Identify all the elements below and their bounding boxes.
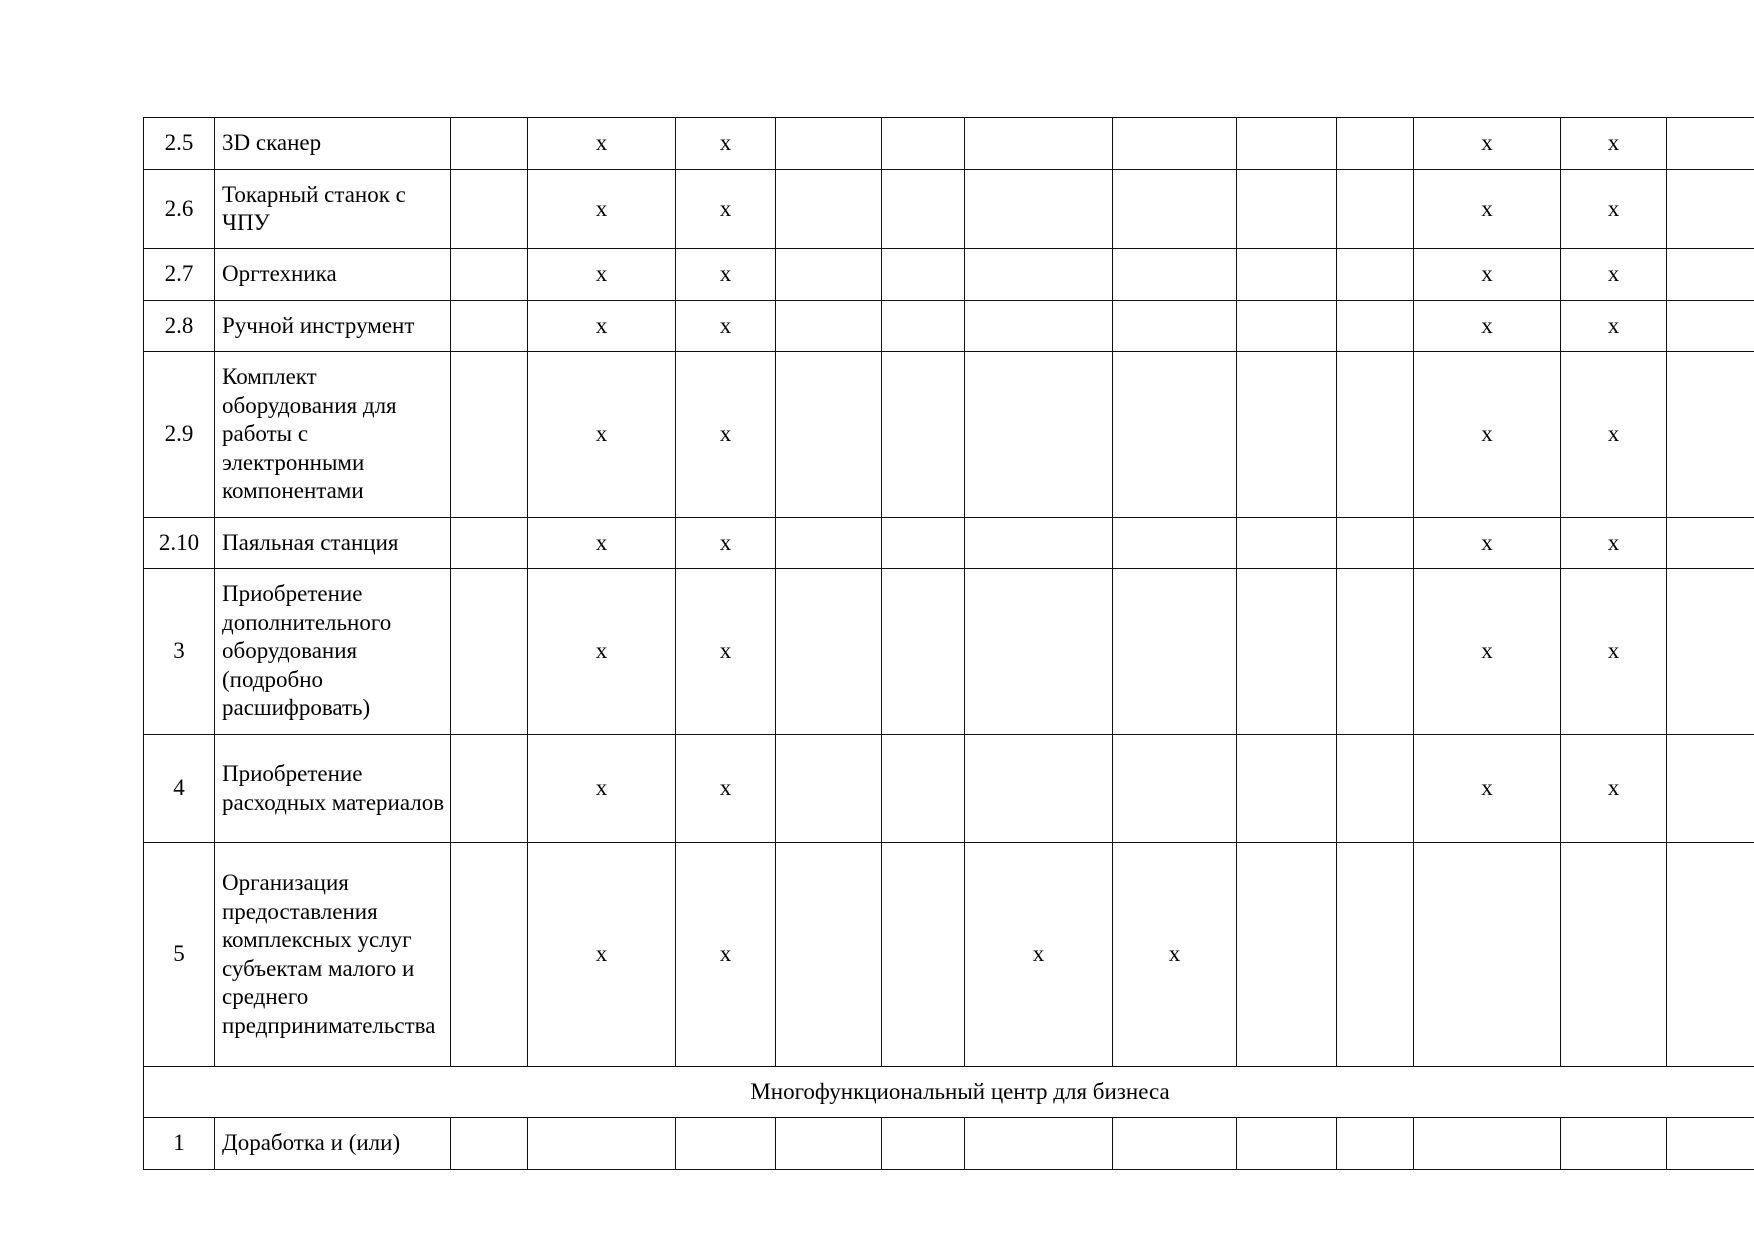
empty-cell (1561, 1118, 1667, 1170)
row-number: 2.5 (144, 118, 215, 170)
mark-cell-x: x (1561, 249, 1667, 301)
empty-cell (1337, 1118, 1414, 1170)
mark-cell-x: x (528, 118, 676, 170)
empty-cell (1113, 1118, 1237, 1170)
mark-cell-x: x (528, 301, 676, 352)
empty-cell (451, 843, 528, 1067)
empty-cell (1237, 518, 1337, 569)
empty-cell (882, 249, 965, 301)
empty-cell (776, 735, 882, 843)
table-row (144, 843, 1754, 1067)
empty-cell (1667, 170, 1754, 249)
empty-cell (1337, 569, 1414, 735)
mark-cell-x: x (1561, 352, 1667, 518)
empty-cell (1337, 735, 1414, 843)
empty-cell (965, 518, 1113, 569)
empty-cell (1237, 170, 1337, 249)
empty-cell (1113, 352, 1237, 518)
empty-cell (965, 301, 1113, 352)
empty-cell (776, 352, 882, 518)
table-row (144, 170, 1754, 249)
mark-cell-x: x (528, 249, 676, 301)
table-row (144, 735, 1754, 843)
empty-cell (1337, 518, 1414, 569)
table-row (144, 301, 1754, 352)
empty-cell (882, 170, 965, 249)
empty-cell (882, 118, 965, 170)
empty-cell (1237, 352, 1337, 518)
empty-cell (1237, 735, 1337, 843)
section-title: Многофункциональный центр для бизнеса (144, 1067, 1754, 1118)
row-number: 2.6 (144, 170, 215, 249)
row-name: Приобретение дополнительного оборудования (подробно расшифровать) (215, 569, 451, 735)
mark-cell-x: x (965, 843, 1113, 1067)
empty-cell (1667, 301, 1754, 352)
empty-cell (1667, 249, 1754, 301)
row-name: Организация предоставления комплексных услуг субъектам малого и среднего предпринимательства (215, 843, 451, 1067)
row-name: Ручной инструмент (215, 301, 451, 352)
empty-cell (1337, 301, 1414, 352)
row-name: Оргтехника (215, 249, 451, 301)
mark-cell-x: x (1414, 301, 1561, 352)
mark-cell-x: x (676, 352, 776, 518)
mark-cell-x: x (1414, 569, 1561, 735)
empty-cell (1237, 118, 1337, 170)
row-number: 2.7 (144, 249, 215, 301)
empty-cell (882, 735, 965, 843)
empty-cell (776, 518, 882, 569)
empty-cell (451, 352, 528, 518)
mark-cell-x: x (528, 518, 676, 569)
empty-cell (1113, 249, 1237, 301)
mark-cell-x: x (528, 170, 676, 249)
empty-cell (776, 1118, 882, 1170)
empty-cell (965, 1118, 1113, 1170)
empty-cell (1414, 843, 1561, 1067)
empty-cell (1337, 118, 1414, 170)
empty-cell (776, 569, 882, 735)
empty-cell (776, 843, 882, 1067)
empty-cell (1113, 518, 1237, 569)
empty-cell (451, 118, 528, 170)
empty-cell (1561, 843, 1667, 1067)
mark-cell-x: x (528, 569, 676, 735)
empty-cell (451, 249, 528, 301)
row-number: 2.8 (144, 301, 215, 352)
row-name: Приобретение расходных материалов (215, 735, 451, 843)
row-name: Токарный станок с ЧПУ (215, 170, 451, 249)
empty-cell (882, 569, 965, 735)
mark-cell-x: x (528, 843, 676, 1067)
empty-cell (1667, 735, 1754, 843)
empty-cell (776, 249, 882, 301)
mark-cell-x: x (1414, 170, 1561, 249)
mark-cell-x: x (1414, 249, 1561, 301)
empty-cell (1667, 118, 1754, 170)
empty-cell (1237, 249, 1337, 301)
empty-cell (1237, 843, 1337, 1067)
empty-cell (965, 569, 1113, 735)
mark-cell-x: x (1414, 352, 1561, 518)
table-row (144, 249, 1754, 301)
row-number: 1 (144, 1118, 215, 1170)
empty-cell (965, 249, 1113, 301)
mark-cell-x: x (1414, 118, 1561, 170)
empty-cell (451, 170, 528, 249)
empty-cell (1667, 518, 1754, 569)
table-row (144, 118, 1754, 170)
mark-cell-x: x (1561, 118, 1667, 170)
empty-cell (451, 301, 528, 352)
mark-cell-x: x (1561, 569, 1667, 735)
empty-cell (528, 1118, 676, 1170)
mark-cell-x: x (1561, 735, 1667, 843)
mark-cell-x: x (676, 569, 776, 735)
empty-cell (1113, 170, 1237, 249)
row-name: 3D сканер (215, 118, 451, 170)
row-name: Доработка и (или) (215, 1118, 451, 1170)
empty-cell (1337, 249, 1414, 301)
empty-cell (776, 118, 882, 170)
empty-cell (1113, 569, 1237, 735)
empty-cell (1667, 843, 1754, 1067)
empty-cell (1237, 569, 1337, 735)
empty-cell (1337, 843, 1414, 1067)
empty-cell (676, 1118, 776, 1170)
empty-cell (1113, 118, 1237, 170)
mark-cell-x: x (1113, 843, 1237, 1067)
mark-cell-x: x (676, 170, 776, 249)
row-number: 5 (144, 843, 215, 1067)
empty-cell (776, 170, 882, 249)
row-number: 2.10 (144, 518, 215, 569)
empty-cell (1113, 735, 1237, 843)
empty-cell (776, 301, 882, 352)
row-name: Комплект оборудования для работы с электронными компонентами (215, 352, 451, 518)
empty-cell (1667, 352, 1754, 518)
table-row (144, 569, 1754, 735)
empty-cell (1337, 352, 1414, 518)
empty-cell (965, 170, 1113, 249)
mark-cell-x: x (676, 518, 776, 569)
mark-cell-x: x (676, 301, 776, 352)
empty-cell (1237, 1118, 1337, 1170)
mark-cell-x: x (676, 735, 776, 843)
empty-cell (965, 352, 1113, 518)
empty-cell (451, 569, 528, 735)
mark-cell-x: x (1561, 518, 1667, 569)
empty-cell (965, 735, 1113, 843)
section-header-row (144, 1067, 1754, 1118)
empty-cell (1667, 569, 1754, 735)
empty-cell (1667, 1118, 1754, 1170)
empty-cell (451, 518, 528, 569)
empty-cell (882, 352, 965, 518)
row-number: 3 (144, 569, 215, 735)
empty-cell (451, 1118, 528, 1170)
empty-cell (882, 301, 965, 352)
empty-cell (1237, 301, 1337, 352)
mark-cell-x: x (1561, 170, 1667, 249)
row-name: Паяльная станция (215, 518, 451, 569)
empty-cell (451, 735, 528, 843)
empty-cell (1113, 301, 1237, 352)
equipment-table (143, 117, 1754, 1170)
table-row (144, 1118, 1754, 1170)
empty-cell (1337, 170, 1414, 249)
table-row (144, 352, 1754, 518)
mark-cell-x: x (676, 118, 776, 170)
empty-cell (882, 518, 965, 569)
mark-cell-x: x (528, 352, 676, 518)
empty-cell (1414, 1118, 1561, 1170)
mark-cell-x: x (676, 843, 776, 1067)
empty-cell (882, 843, 965, 1067)
mark-cell-x: x (1414, 518, 1561, 569)
row-number: 2.9 (144, 352, 215, 518)
mark-cell-x: x (1561, 301, 1667, 352)
mark-cell-x: x (1414, 735, 1561, 843)
row-number: 4 (144, 735, 215, 843)
empty-cell (965, 118, 1113, 170)
mark-cell-x: x (676, 249, 776, 301)
table-row (144, 518, 1754, 569)
empty-cell (882, 1118, 965, 1170)
mark-cell-x: x (528, 735, 676, 843)
